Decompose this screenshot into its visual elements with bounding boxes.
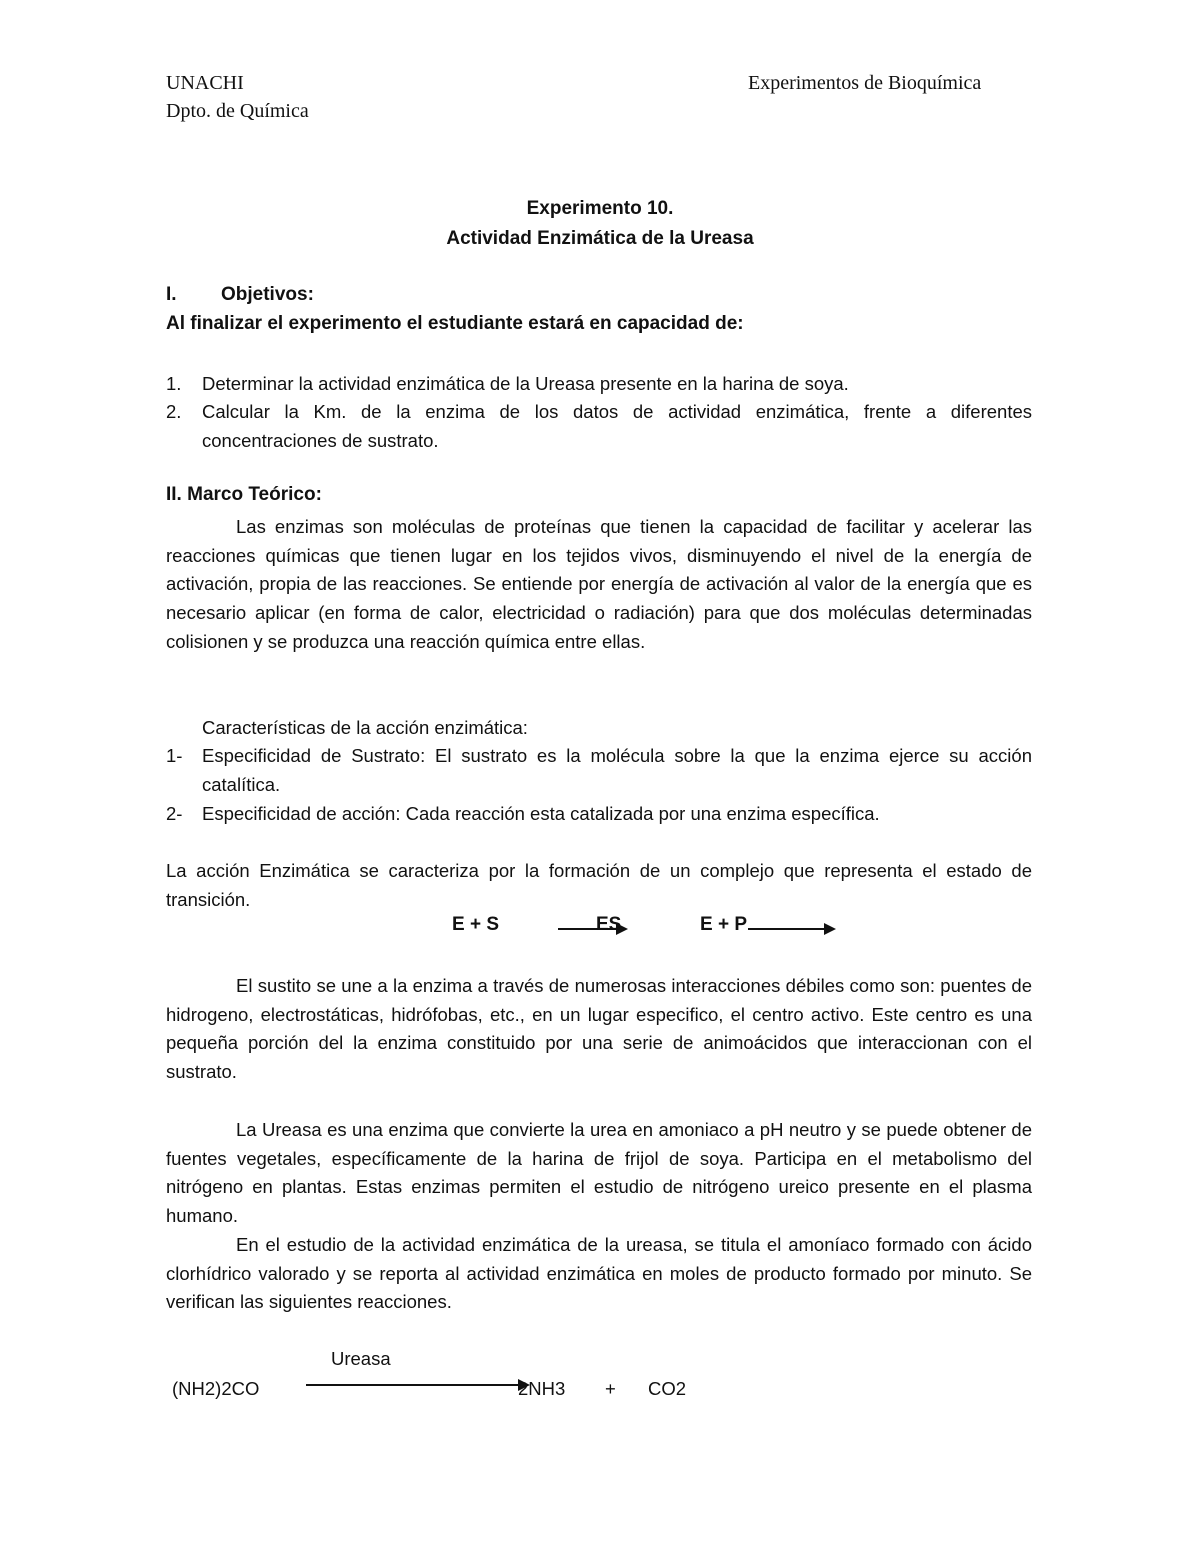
characteristic-item-2: Especificidad de acción: Cada reacción esta catalizada por una enzima específica. bbox=[202, 803, 880, 824]
theory-paragraph-1 bbox=[166, 513, 1032, 657]
list-item-number: 1. bbox=[166, 373, 182, 394]
reaction-plus: + bbox=[605, 1378, 616, 1399]
paragraph-text: La acción Enzimática se caracteriza por la formación de un complejo que representa el estado de transición. bbox=[166, 860, 1032, 910]
experiment-number: Experimento 10. bbox=[526, 198, 674, 219]
institution-name: UNACHI bbox=[166, 72, 244, 94]
equation-left: E + S bbox=[452, 914, 499, 935]
equation-middle: ES bbox=[596, 914, 622, 935]
paragraph-text: Las enzimas son moléculas de proteínas que tienen la capacidad de facilitar y acelerar las reacciones químicas que tienen lugar en los tejidos vivos, disminuyendo el nivel de la energía de activación, propia de las reacciones. Se entiende por energía de activación al valor de la energía que es necesario aplicar (en forma de calor, electricidad o radiación) para que dos moléculas determinadas colisionen y se produzca una reacción química entre ellas. bbox=[166, 516, 1032, 652]
theory-paragraph-2 bbox=[166, 857, 1032, 914]
theory-paragraph-5 bbox=[166, 1231, 1032, 1317]
course-name: Experimentos de Bioquímica bbox=[748, 72, 982, 94]
reaction-product-2: CO2 bbox=[648, 1378, 687, 1399]
theory-paragraph-3 bbox=[166, 972, 1032, 1087]
department-name: Dpto. de Química bbox=[166, 100, 309, 122]
characteristics-title: Características de la acción enzimática: bbox=[202, 717, 528, 738]
objectives-intro: Al finalizar el experimento el estudiante estará en capacidad de: bbox=[166, 313, 744, 334]
characteristic-item-1: Especificidad de Sustrato: El sustrato es la molécula sobre la que la enzima ejerce su acción catalítica. bbox=[202, 745, 1032, 795]
reaction-catalyst: Ureasa bbox=[331, 1348, 391, 1369]
objective-item-1: Determinar la actividad enzimática de la Ureasa presente en la harina de soya. bbox=[202, 373, 849, 394]
objectives-heading: Objetivos: bbox=[221, 284, 314, 305]
list-item-number: 1- bbox=[166, 745, 183, 766]
reaction-reactant: (NH2)2CO bbox=[172, 1378, 260, 1399]
reaction-product-1: 2NH3 bbox=[518, 1378, 566, 1399]
list-item-number: 2- bbox=[166, 803, 183, 824]
equation-right: E + P bbox=[700, 914, 747, 935]
theory-heading: II. Marco Teórico: bbox=[166, 484, 322, 505]
right-arrow-icon bbox=[748, 928, 834, 930]
paragraph-text: El sustito se une a la enzima a través de numerosas interacciones débiles como son: puentes de hidrogeno, electrostáticas, hidrófobas, etc., en un lugar especifico, el centro activo. Este centro es una pequeña porción del la enzima constituido por una serie de animoácidos que interaccionan con el sustrato. bbox=[166, 975, 1032, 1083]
experiment-title: Actividad Enzimática de la Ureasa bbox=[446, 228, 754, 249]
objectives-number: I. bbox=[166, 284, 177, 305]
theory-paragraph-4 bbox=[166, 1116, 1032, 1231]
right-arrow-icon bbox=[306, 1384, 528, 1386]
objective-item-2: Calcular la Km. de la enzima de los datos de actividad enzimática, frente a diferentes concentraciones de sustrato. bbox=[202, 401, 1032, 451]
paragraph-text: La Ureasa es una enzima que convierte la urea en amoniaco a pH neutro y se puede obtener de fuentes vegetales, específicamente de la harina de frijol de soya. Participa en el metabolismo del nitrógeno en plantas. Estas enzimas permiten el estudio de nitrógeno ureico presente en el plasma humano. bbox=[166, 1119, 1032, 1227]
paragraph-text: En el estudio de la actividad enzimática de la ureasa, se titula el amoníaco formado con ácido clorhídrico valorado y se reporta al actividad enzimática en moles de producto formado por minuto. Se verifican las siguientes reacciones. bbox=[166, 1234, 1032, 1313]
list-item-number: 2. bbox=[166, 401, 182, 422]
